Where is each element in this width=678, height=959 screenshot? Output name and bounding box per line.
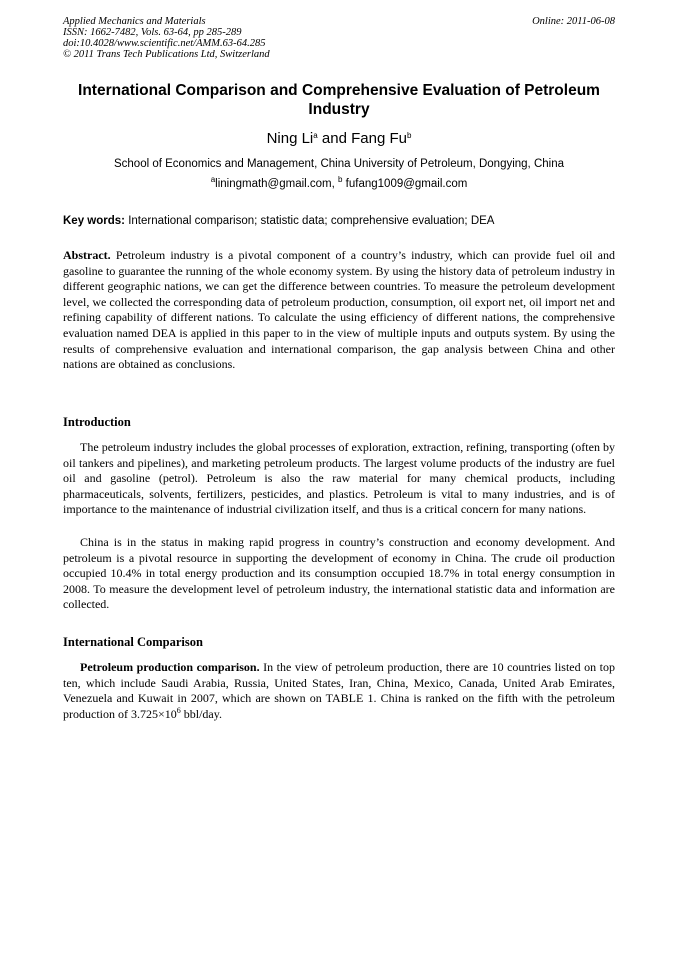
section-heading-international-comparison: International Comparison	[63, 635, 203, 649]
comparison-text: In the view of petroleum production, there are 10 countries listed on top ten, which include Saudi Arabia, Russia, United States, Iran, China, Mexico, Canada, United Arab Emirates, Venezuela and Kuwait in 2007, which are shown on TABLE 1. China is ranked on the fifth with the petroleum production of 3.725×10	[63, 660, 615, 721]
email-address: liningmath@gmail.com,	[215, 178, 339, 190]
email-superscript: b	[338, 175, 343, 184]
comparison-tail: bbl/day.	[180, 706, 222, 721]
keywords-label: Key words:	[63, 215, 125, 227]
abstract	[63, 248, 615, 373]
keywords-text: International comparison; statistic data; comprehensive evaluation; DEA	[125, 215, 495, 227]
email-line	[63, 177, 615, 191]
email-superscript: a	[210, 175, 216, 184]
abstract-label: Abstract.	[63, 248, 111, 262]
exponent-superscript: 6	[176, 705, 181, 715]
paper-title: International Comparison and Comprehensive Evaluation of Petroleum Industry	[78, 82, 600, 118]
author-line	[63, 130, 615, 148]
section-heading-introduction: Introduction	[63, 415, 131, 429]
intro-paragraph-2: China is in the status in making rapid progress in country’s construction and economy development. And petroleum is a pivotal resource in supporting the development of economy in China. The crude oil production occupied 10.4% in total energy production and its consumption occupied 18.7% in total energy consumption in 2008. To measure the development level of petroleum industry, the international statistic data and information are collected.	[63, 535, 615, 612]
author-superscript: b	[406, 131, 412, 140]
journal-header	[63, 16, 615, 60]
affiliation: School of Economics and Management, China University of Petroleum, Dongying, China	[113, 158, 564, 170]
journal-name: Applied Mechanics and Materials	[63, 16, 206, 27]
doi-line: doi:10.4028/www.scientific.net/AMM.63-64.285	[63, 38, 266, 49]
author-name: Fang Fu	[351, 130, 407, 147]
keywords	[63, 214, 615, 228]
author-superscript: a	[313, 131, 318, 140]
email-address: fufang1009@gmail.com	[342, 178, 468, 190]
comparison-paragraph	[63, 660, 615, 722]
intro-paragraph-1: The petroleum industry includes the global processes of exploration, extraction, refining, transporting (often by oil tankers and pipelines), and marketing petroleum products. The largest volume products of the industry are fuel oil and gasoline (petrol). Petroleum is also the raw material for many chemical products, including pharmaceuticals, solvents, fertilizers, pesticides, and plastics. Petroleum is vital to many industries, and is of importance to the maintenance of industrial civilization itself, and thus is a critical concern for many nations.	[63, 440, 615, 517]
author-conjunction: and	[317, 130, 352, 147]
online-date: Online: 2011-06-08	[532, 16, 615, 27]
author-name: Ning Li	[266, 130, 314, 147]
abstract-text: Petroleum industry is a pivotal component of a country’s industry, which can provide fuel oil and gasoline to guarantee the running of the whole economy system. By using the history data of petroleum industry in different geographic nations, we can get the difference between countries. To measure the petroleum development level, we collected the corresponding data of petroleum production, consumption, oil export net, oil import net and refining capability of different nations. To calculate the using efficiency of different nations, the comprehensive evaluation named DEA is applied in this paper to in the view of multiple inputs and outputs system. By using the results of comprehensive evaluation and international comparison, the gap analysis between China and other nations are obtained as conclusions.	[63, 248, 615, 372]
issn-line: ISSN: 1662-7482, Vols. 63-64, pp 285-289	[63, 27, 242, 38]
subsection-label: Petroleum production comparison.	[80, 660, 260, 674]
copyright-line: © 2011 Trans Tech Publications Ltd, Switzerland	[63, 49, 270, 60]
